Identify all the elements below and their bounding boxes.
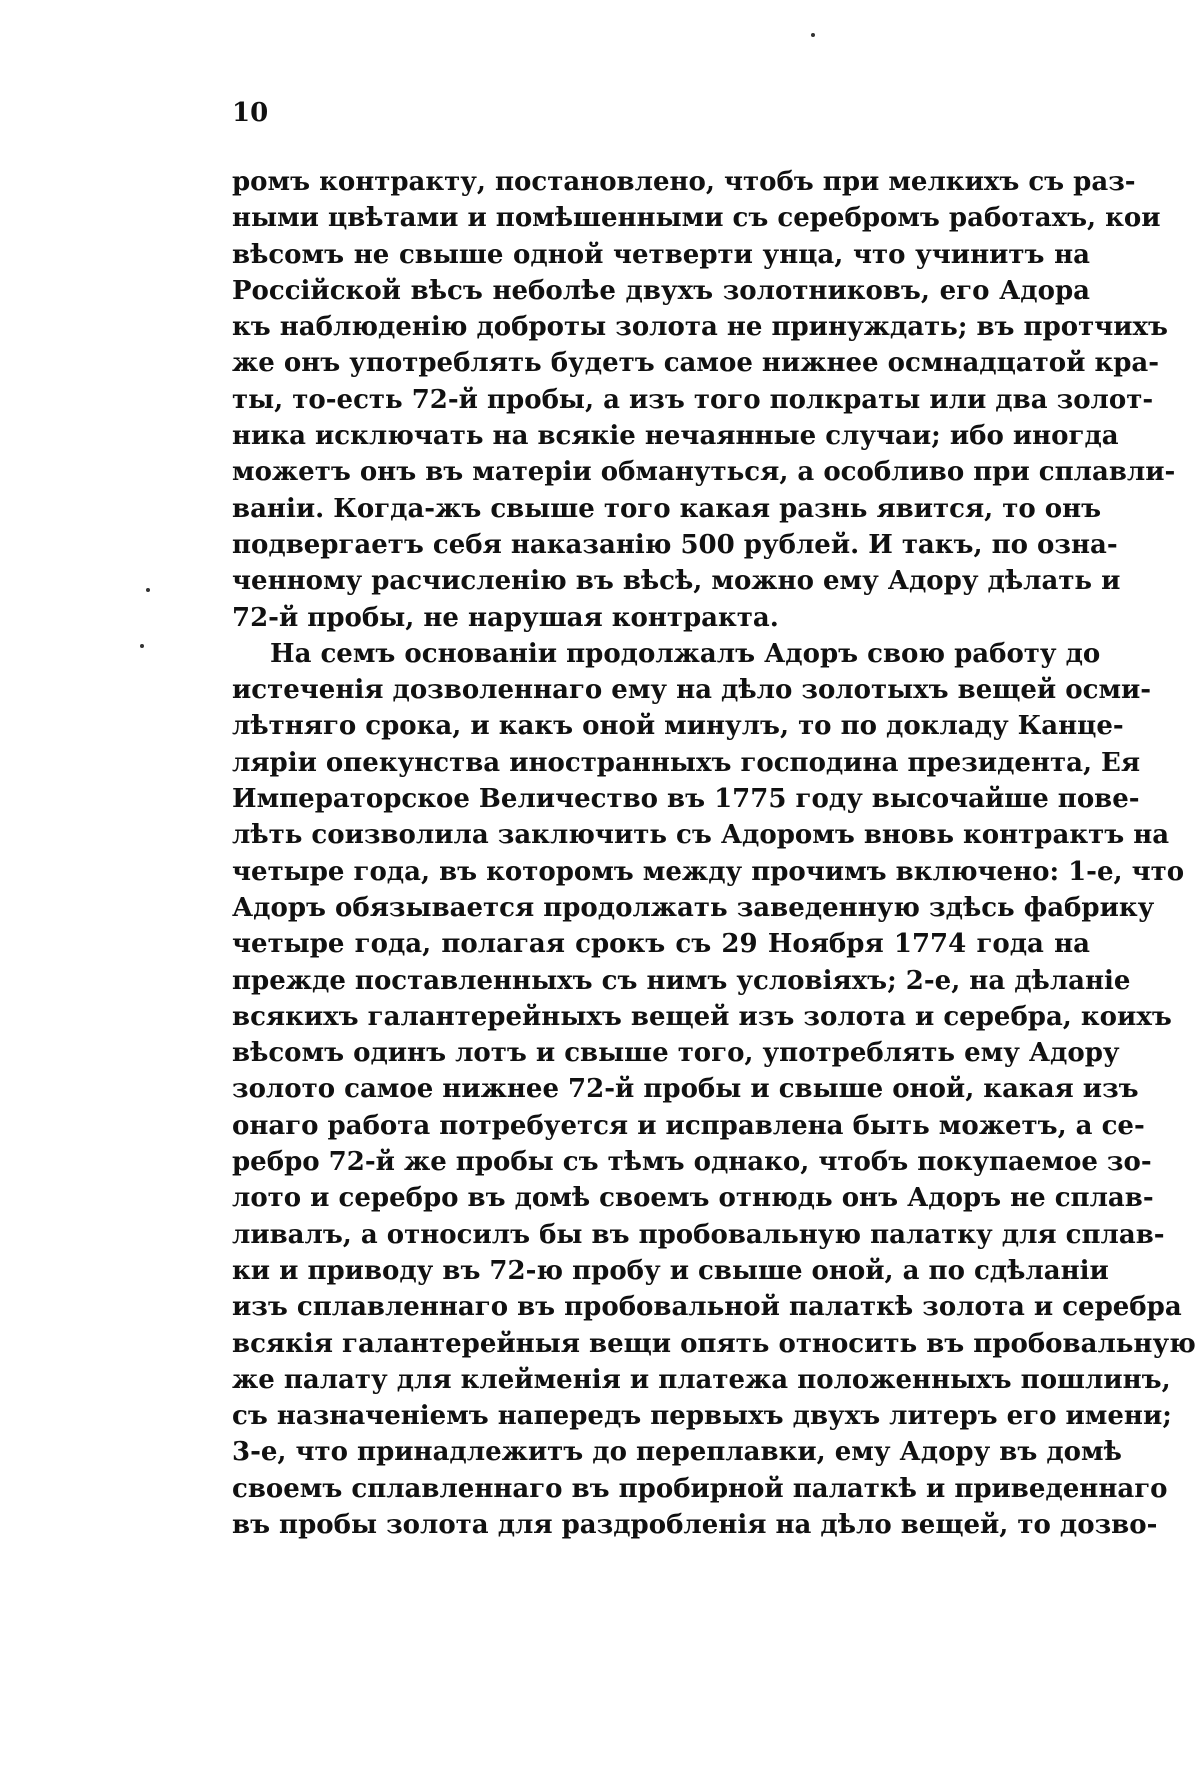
text-line: четыре года, полагая срокъ съ 29 Ноября 1774 года на [232, 929, 1090, 960]
paragraph-end-line: 72-й пробы, не нарушая контракта. [232, 602, 779, 633]
body-text [232, 164, 1196, 1543]
text-line: лѣтняго срока, и какъ оной минулъ, то по докладу Канце- [232, 711, 1124, 742]
scan-speck [811, 33, 815, 37]
text-line: онаго работа потребуется и исправлена быть можетъ, а се- [232, 1110, 1145, 1141]
page-number: 10 [232, 98, 269, 128]
text-line: прежде поставленныхъ съ нимъ условіяхъ; 2-е, на дѣланіе [232, 965, 1131, 996]
text-line: золото самое нижнее 72-й пробы и свыше оной, какая изъ [232, 1074, 1139, 1105]
text-line: же палату для клейменія и платежа положенныхъ пошлинъ, [232, 1364, 1171, 1395]
text-line: ника исключать на всякіе нечаянные случаи; ибо иногда [232, 421, 1119, 452]
text-line: четыре года, въ которомъ между прочимъ включено: 1-е, что [232, 856, 1185, 887]
text-line: ки и приводу въ 72-ю пробу и свыше оной, а по сдѣланіи [232, 1255, 1109, 1286]
paragraph-start-line: На семъ основаніи продолжалъ Адоръ свою работу до [270, 638, 1101, 669]
text-line: ными цвѣтами и помѣшенными съ серебромъ работахъ, кои [232, 203, 1161, 234]
text-line: Адоръ обязывается продолжать заведенную здѣсь фабрику [232, 892, 1155, 923]
text-line: своемъ сплавленнаго въ пробирной палаткѣ и приведеннаго [232, 1473, 1168, 1504]
text-line: истеченія дозволеннаго ему на дѣло золотыхъ вещей осми- [232, 675, 1152, 706]
text-line: ромъ контракту, постановлено, чтобъ при мелкихъ съ раз- [232, 167, 1136, 197]
scan-speck [140, 644, 144, 648]
text-line: 3-е, что принадлежитъ до переплавки, ему Адору въ домѣ [232, 1437, 1122, 1468]
text-line: изъ сплавленнаго въ пробовальной палаткѣ золота и серебра [232, 1292, 1182, 1323]
text-line: лѣть соизволила заключить съ Адоромъ вновь контрактъ на [232, 820, 1170, 851]
text-line: ваніи. Когда-жъ свыше того какая разнь явится, то онъ [232, 493, 1102, 524]
text-line: ливалъ, а относилъ бы въ пробовальную палатку для сплав- [232, 1219, 1165, 1250]
text-line: лото и серебро въ домѣ своемъ отнюдь онъ Адоръ не сплав- [232, 1183, 1154, 1214]
text-line: ляріи опекунства иностранныхъ господина президента, Ея [232, 747, 1141, 778]
text-line: Россійской вѣсъ неболѣе двухъ золотниковъ, его Адора [232, 275, 1090, 306]
text-line: ченному расчисленію въ вѣсѣ, можно ему Адору дѣлать и [232, 566, 1121, 597]
text-line: Императорское Величество въ 1775 году высочайше пове- [232, 784, 1140, 815]
text-line: къ наблюденію доброты золота не принуждать; въ протчихъ [232, 312, 1168, 343]
text-line: можетъ онъ въ матеріи обмануться, а особливо при сплавли- [232, 457, 1176, 488]
text-line: ребро 72-й же пробы съ тѣмъ однако, чтобъ покупаемое зо- [232, 1147, 1152, 1178]
text-line: всякія галантерейныя вещи опять относить въ пробовальную [232, 1328, 1196, 1359]
text-line: вѣсомъ одинъ лотъ и свыше того, употреблять ему Адору [232, 1038, 1120, 1069]
text-line: съ назначеніемъ напередъ первыхъ двухъ литеръ его имени; [232, 1401, 1172, 1432]
text-line: вѣсомъ не свыше одной четверти унца, что учинитъ на [232, 239, 1090, 270]
text-line: же онъ употреблять будетъ самое нижнее осмнадцатой кра- [232, 348, 1160, 379]
text-line: ты, то-есть 72-й пробы, а изъ того полкраты или два золот- [232, 384, 1154, 415]
scan-speck [146, 588, 150, 592]
text-line: въ пробы золота для раздробленія на дѣло вещей, то дозво- [232, 1509, 1158, 1540]
text-line: подвергаетъ себя наказанію 500 рублей. И такъ, по озна- [232, 529, 1118, 560]
text-line: всякихъ галантерейныхъ вещей изъ золота и серебра, коихъ [232, 1001, 1172, 1032]
